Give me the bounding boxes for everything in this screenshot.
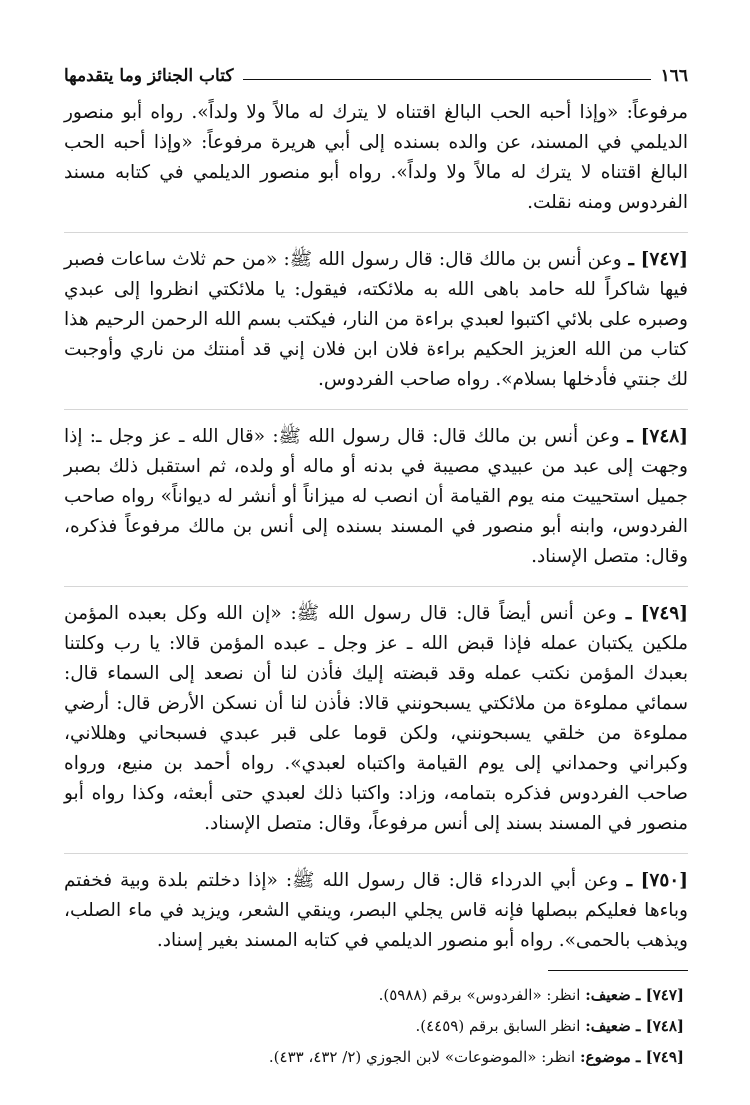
footnote-748	[64, 1015, 688, 1037]
footnote-text: انظر السابق برقم (٤٤٥٩).	[415, 1017, 581, 1035]
dash-separator: ـ	[619, 426, 641, 447]
footnote-number: [٧٤٧]	[645, 986, 684, 1004]
hadith-number: [٧٤٨]	[640, 426, 688, 447]
hadith-747	[64, 232, 688, 395]
hadith-748	[64, 409, 688, 572]
header-rule	[243, 79, 650, 80]
dash-separator: ـ	[630, 1017, 646, 1035]
footnote-grade: ضعيف:	[585, 986, 631, 1004]
running-title: كتاب الجنائز وما يتقدمها	[64, 66, 234, 86]
footnote-grade: ضعيف:	[585, 1017, 631, 1035]
dash-separator: ـ	[630, 1048, 646, 1066]
paragraph-body: وعن أبي الدرداء قال: قال رسول الله ﷺ: «إذا دخلتم بلدة وبية فخفتم وباءها فعليكم ببصلها فإنه قاس يجلي البصر، وينقي الشعر، ويزيد في ماء الصلب، ويذهب بالحمى». رواه أبو منصور الديلمي في كتابه المسند بغير إسناد.	[64, 870, 688, 951]
paragraph-continuation	[64, 98, 688, 218]
footnote-text: انظر: «الفردوس» برقم (٥٩٨٨).	[378, 986, 581, 1004]
footnote-rule	[548, 970, 688, 971]
paragraph-body: وعن أنس بن مالك قال: قال رسول الله ﷺ: «من حم ثلاث ساعات فصبر فيها شاكراً لله حامد باهى الله به ملائكته، فيقول: يا ملائكتي انظروا إلى عبدي وصبره على بلائي اكتبوا لعبدي براءة من النار، فيكتب بسم الله الرحمن الرحيم هذا كتاب من الله العزيز الحكيم براءة فلان ابن فلان إني قد أمنتك من ناري وأوجبت لك جنتي فأدخلها بسلام». رواه صاحب الفردوس.	[64, 249, 688, 390]
hadith-number: [٧٥٠]	[640, 870, 688, 891]
footnote-text: انظر: «الموضوعات» لابن الجوزي (٢/ ٤٣٢، ٤٣٣).	[268, 1048, 576, 1066]
hadith-number: [٧٤٩]	[640, 603, 688, 624]
page-number: ١٦٦	[660, 66, 688, 86]
paragraph-body: مرفوعاً: «وإذا أحبه الحب البالغ اقتناه لا يترك له مالاً ولا ولداً». رواه أبو منصور الديلمي في المسند، عن والده بسنده إلى أبي هريرة مرفوعاً: «وإذا أحبه الحب البالغ اقتناه لا يترك له مالاً ولا ولداً». رواه أبو منصور الديلمي في كتابه مسند الفردوس ومنه نقلت.	[64, 102, 688, 213]
footnote-747	[64, 984, 688, 1006]
paragraph-body: وعن أنس بن مالك قال: قال رسول الله ﷺ: «قال الله ـ عز وجل ـ: إذا وجهت إلى عبد من عبيدي مصيبة في بدنه أو ماله أو ولده، ثم استقبل ذلك بصبر جميل استحييت منه يوم القيامة أن انصب له ميزاناً أو أنشر له ديواناً» رواه صاحب الفردوس، وابنه أبو منصور في المسند بسنده إلى أنس بن مالك مرفوعاً فذكره، وقال: متصل الإسناد.	[64, 426, 688, 567]
dash-separator: ـ	[618, 870, 641, 891]
footnote-number: [٧٤٨]	[645, 1017, 684, 1035]
footnote-grade: موضوع:	[580, 1048, 631, 1066]
footnotes-section	[64, 970, 688, 1068]
footnote-number: [٧٤٩]	[645, 1048, 684, 1066]
paragraph-body: وعن أنس أيضاً قال: قال رسول الله ﷺ: «إن الله وكل بعبده المؤمن ملكين يكتبان عمله فإذا قبض الله ـ عز وجل ـ عبده المؤمن قالا: يا رب وكلتنا بعبدك المؤمن نكتب عمله وقد قبضته إليك فأذن لنا أن نصعد إلى السماء قال: سمائي مملوءة من ملائكتي يسبحونني قالا: فأذن لنا أن نسكن الأرض قال: أرضي مملوءة من خلقي يسبحونني، ولكن قوما على قبر عبدي فسبحاني وهللاني، وكبراني وحمداني إلى يوم القيامة واكتباه لعبدي». رواه أحمد بن منيع، ورواه صاحب الفردوس فذكره بتمامه، وزاد: واكتبا ذلك لعبدي حتى أبعثه، وكذا رواه أبو منصور في المسند بسند إلى أنس مرفوعاً، وقال: متصل الإسناد.	[64, 603, 688, 834]
dash-separator: ـ	[621, 249, 641, 270]
footnote-749	[64, 1046, 688, 1068]
dash-separator: ـ	[630, 986, 646, 1004]
page-header	[64, 58, 688, 86]
hadith-750	[64, 853, 688, 956]
hadith-749	[64, 586, 688, 839]
hadith-number: [٧٤٧]	[640, 249, 688, 270]
dash-separator: ـ	[616, 603, 641, 624]
